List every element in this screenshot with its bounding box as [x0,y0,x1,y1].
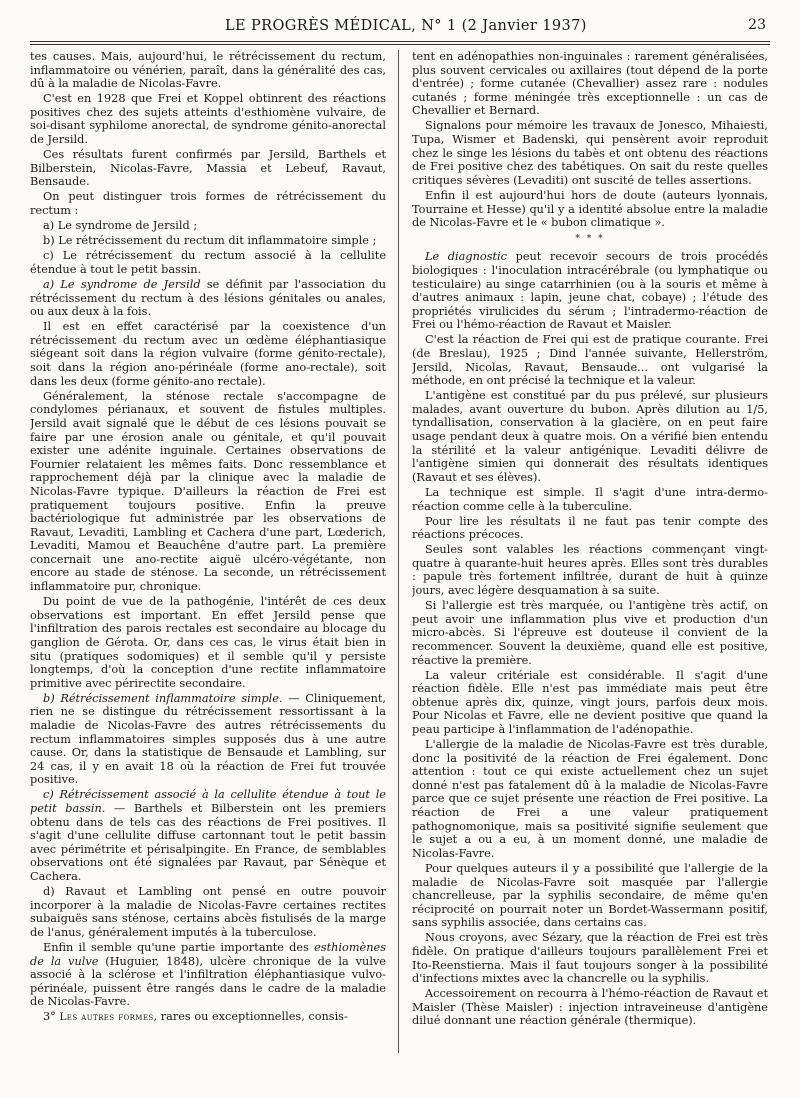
paragraph: Ces résultats furent confirmés par Jersild, Barthels et Bilberstein, Nicolas-Favre, Massia et Lebeuf, Ravaut, Bensaude. [30,148,386,189]
section-number: 3° [43,1010,60,1024]
section-separator: * * * [575,233,605,244]
italic-term: esthiomènes de la vulve [30,941,386,968]
paragraph: tent en adénopathies non-inguinales : rarement généralisées, plus souvent cervicales ou axillaires (tout dépend de la porte d'entrée) ; forme cutanée (Chevallier) assez rare : nodules cutanés ; forme méningée très exceptionnelle : un cas de Chevallier et Bernard. [412,50,768,118]
paragraph-text: peut recevoir secours de trois procédés biologiques : l'inoculation intracérébrale (ou lymphatique ou testiculaire) au singe catarrhinien (ou à la souris et même à d'autres animaux : lapin, jeune chat, cobaye) ; l'étude des propriétés virulicides du sérum ; l'intradermo-réaction de Frei ou l'hémo-réaction de Ravaut et Maisler. [412,250,768,332]
paragraph: Pour lire les résultats il ne faut pas tenir compte des réactions précoces. [412,514,768,542]
paragraph: C'est la réaction de Frei qui est de pratique courante. Frei (de Breslau), 1925 ; Dind l'année suivante, Hellerström, Jersild, Nicolas, Ravaut, Bensaude... ont vulgarisé la méthode, en ont précisé la technique et la valeur. [412,333,768,388]
paragraph: Du point de vue de la pathogénie, l'intérêt de ces deux observations est important. En effet Jersild pense que l'infiltration des parois rectales est secondaire au blocage du ganglion de Gérota. Or, dans ces cas, le virus était bien in situ (pratiques sodomiques) et il semble qu'il y persiste longtemps, d'où la conception d'une rectite inflammatoire primitive avec périrectite secondaire. [30,595,386,690]
paragraph [30,692,386,787]
page-number: 23 [748,17,766,33]
paragraph: Seules sont valables les réactions commençant vingt-quatre à quarante-huit heures après. Elles sont très durables : papule très fortement infiltrée, durant de huit à quinze jours, avec légère desquamation à sa suite. [412,543,768,598]
paragraph-text: se définit par l'association du rétrécissement du rectum à des lésions génitales ou anales, ou aux deux à la fois. [30,278,386,319]
section-label: b) Rétrécissement inflammatoire simple. [43,691,283,705]
column-divider [398,50,399,1053]
header-rule-bottom [30,44,770,45]
section-label: c) Rétrécissement associé à la cellulite étendue à tout le petit bassin. [30,788,386,816]
paragraph [30,941,386,1009]
paragraph: Nous croyons, avec Sézary, que la réaction de Frei est très fidèle. On pratique d'ailleurs toujours parallèlement Frei et Ito-Reenstierna. Mais il faut toujours songer à la possibilité d'infections mixtes avec la chancrelle ou la syphilis. [412,931,768,986]
paragraph: L'antigène est constitué par du pus prélevé, sur plusieurs malades, avant ouverture du bubon. Après dilution au 1/5, tyndallisation, conservation à la glacière, on en peut faire usage pendant deux à quatre mois. On a vérifié bien entendu la stérilité et la valeur antigénique. Levaditi délivre de l'antigène simien qui donnerait des résultats identiques (Ravaut et ses élèves). [412,389,768,484]
section-label: a) Le syndrome de Jersild [43,278,201,291]
section-label: Le diagnostic [425,250,507,264]
paragraph-text: , rares ou exceptionnelles, consis- [153,1010,348,1024]
paragraph: Il est en effet caractérisé par la coexistence d'un rétrécissement du rectum avec un œdème éléphantiasique siégeant soit dans la région vulvaire (forme génito-rectale), soit dans la région ano-périnéale (forme ano-rectale), soit dans les deux (forme génito-ano rectale). [30,320,386,388]
list-item: b) Le rétrécissement du rectum dit inflammatoire simple ; [43,234,377,248]
paragraph [412,250,768,332]
paragraph: Si l'allergie est très marquée, ou l'antigène très actif, on peut avoir une inflammation plus vive et production d'un micro-abcès. Si l'épreuve est douteuse il convient de la recommencer. Souvent la deuxième, quand elle est positive, réactive la première. [412,599,768,667]
list-item: a) Le syndrome de Jersild ; [43,219,198,233]
paragraph: La valeur critériale est considérable. Il s'agit d'une réaction fidèle. Elle n'est pas immédiate mais peut être obtenue après dix, quinze, vingt jours, parfois deux mois. Pour Nicolas et Favre, elle ne devient positive que quand la peau participe à l'inflammation de l'adénopathie. [412,668,768,736]
running-header [30,14,770,36]
paragraph [30,788,386,883]
paragraph: L'allergie de la maladie de Nicolas-Favre est très durable, donc la positivité de la réaction de Frei également. Donc attention : tout ce qui existe actuellement chez un sujet donné n'est pas fatalement dû à la maladie de Nicolas-Favre parce que ce sujet présente une réaction de Frei positive. La réaction de Frei a une valeur pratiquement pathognomonique, mais sa positivité signifie seulement que le sujet a ou a eu, à un moment donné, une maladie de Nicolas-Favre. [412,738,768,860]
paragraph: Signalons pour mémoire les travaux de Jonesco, Mihaiesti, Tupa, Wismer et Badenski, qui pensèrent avoir reproduit chez le singe les lésions du tabès et ont obtenu des réactions de Frei positive chez des tabétiques. On sait du reste quelles critiques sévères (Levaditi) ont suscité de telles assertions. [412,119,768,187]
paragraph: On peut distinguer trois formes de rétrécissement du rectum : [30,190,386,218]
running-title: LE PROGRÈS MÉDICAL, N° 1 (2 Janvier 1937) [225,18,587,34]
paragraph: d) Ravaut et Lambling ont pensé en outre pouvoir incorporer à la maladie de Nicolas-Favre certaines rectites subaiguës sans sténose, certains abcès fistulisés de la marge de l'anus, généralement imputés à la tuberculose. [30,885,386,939]
paragraph-text: — Barthels et Bilberstein ont les premiers obtenu dans de tels cas des réactions de Frei positives. Il s'agit d'une cellulite diffuse cartonnant tout le petit bassin avec périmétrite et périsalpingite. En France, de semblables observations ont été signalées par Ravaut, par Sénèque et Cachera. [30,802,386,884]
paragraph: Enfin il est aujourd'hui hors de doute (auteurs lyonnais, Tourraine et Hesse) qu'il y a identité absolue entre la maladie de Nicolas-Favre et le « bubon climatique ». [412,188,768,230]
paragraph [30,1010,386,1025]
paragraph: Accessoirement on recourra à l'hémo-réaction de Ravaut et Maisler (Thèse Maisler) : injection intraveineuse d'antigène dilué donnant une réaction générale (thermique). [412,987,768,1028]
paragraph: Généralement, la sténose rectale s'accompagne de condylomes périanaux, et souvent de fistules multiples. Jersild avait signalé que le début de ces lésions pouvait se faire par une érosion anale ou génitale, et qu'il pouvait exister une adénite inguinale. Certaines observations de Fournier relataient les mêmes faits. Donc ressemblance et rapprochement déjà par la clinique avec la maladie de Nicolas-Favre typique. D'ailleurs la réaction de Frei est pratiquement toujours positive. Enfin la preuve bactériologique fut administrée par les observations de Ravaut, Levaditi, Lambling et Cachera d'une part, Lœderich, Levaditi, Mamou et Beauchêne d'autre part. La première concernait une ano-rectite aiguë ulcéro-végétante, non encore au stade de sténose. La seconde, un rétrécissement inflammatoire pur, chronique. [30,389,386,594]
right-column [412,50,768,1050]
paragraph: Pour quelques auteurs il y a possibilité que l'allergie de la maladie de Nicolas-Favre soit masquée par l'allergie chancrelleuse, par la syphilis secondaire, de même qu'en réciprocité on pourrait noter un Bordet-Wassermann positif, sans syphilis associée, dans certains cas. [412,861,768,930]
left-column [30,50,386,1050]
list-item: c) Le rétrécissement du rectum associé à la cellulite étendue à tout le petit bassin. [30,249,386,276]
paragraph [30,278,386,319]
paragraph-text: Enfin il semble qu'une partie importante des [43,941,315,954]
paragraph: La technique est simple. Il s'agit d'une intra-dermo-réaction comme celle à la tuberculine. [412,485,768,513]
section-heading: Les autres formes [59,1011,154,1024]
header-rule-top [30,41,770,42]
paragraph: tes causes. Mais, aujourd'hui, le rétrécissement du rectum, inflammatoire ou vénérien, paraît, dans la généralité des cas, dû à la maladie de Nicolas-Favre. [30,50,386,91]
paragraph-text: — Cliniquement, rien ne se distingue du rétrécissement ressortissant à la maladie de Nicolas-Favre des autres rétrécissements du rectum inflammatoires simples supposés dus à une autre cause. Or, dans la statistique de Bensaude et Lambling, sur 24 cas, il y en avait 18 où la réaction de Frei fut trouvée positive. [30,691,386,787]
paragraph: C'est en 1928 que Frei et Koppel obtinrent des réactions positives chez des sujets atteints d'esthiomène vulvaire, de soi-disant syphilome anorectal, de syndrome génito-anorectal de Jersild. [30,92,386,147]
paragraph-text: (Huguier, 1848), ulcère chronique de la vulve associé à la sclérose et l'infiltration éléphantiasique vulvo-périnéale, puissent être rangés dans le cadre de la maladie de Nicolas-Favre. [30,954,386,1009]
